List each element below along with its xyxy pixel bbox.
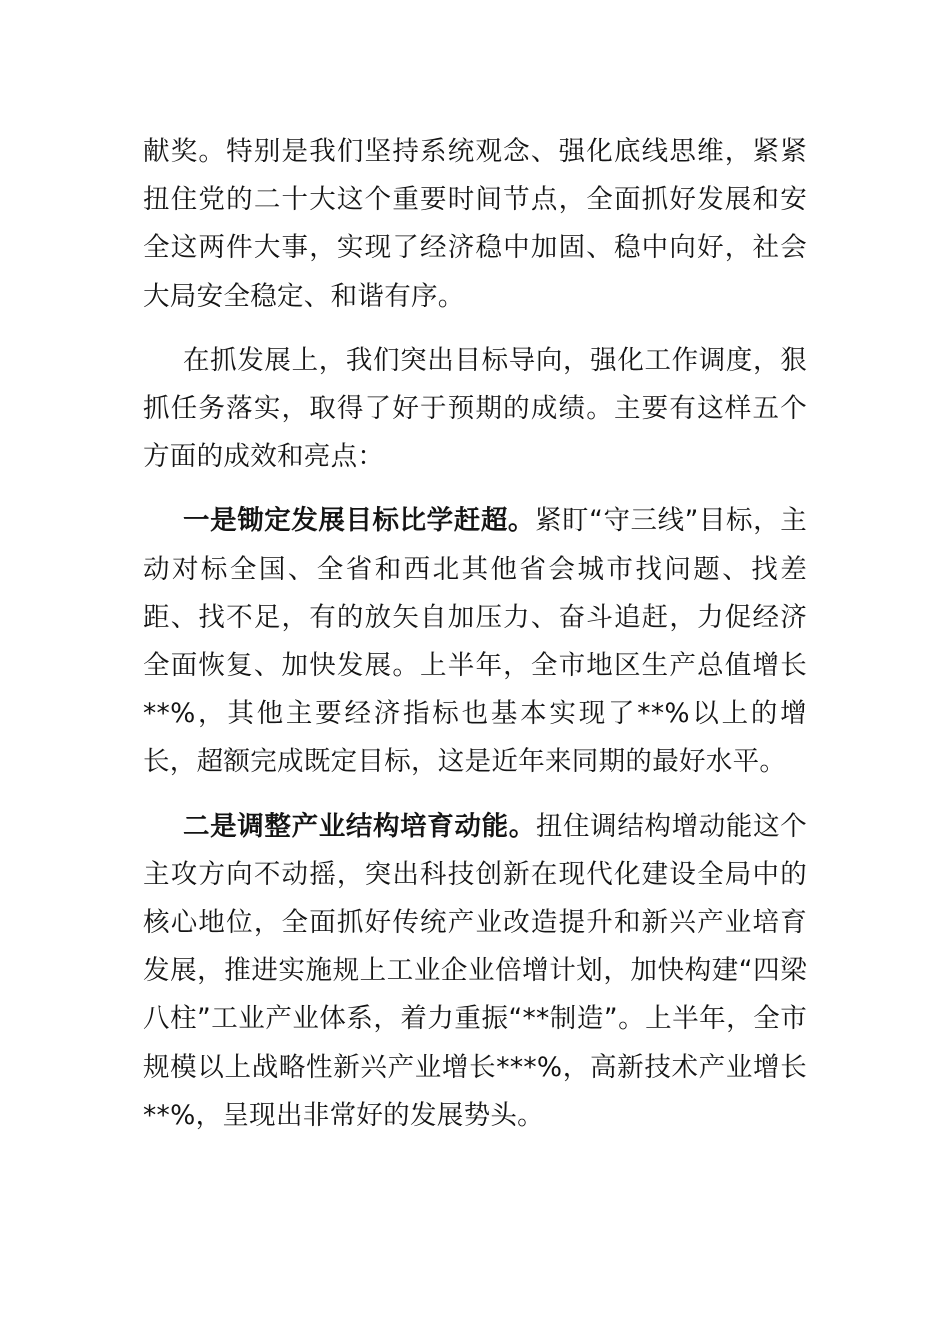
paragraph-2-text: 在抓发展上，我们突出目标导向，强化工作调度，狠抓任务落实，取得了好于预期的成绩。主要有这样五个方面的成效和亮点： (143, 344, 807, 473)
paragraph-4-heading: 二是调整产业结构培育动能。 (183, 810, 536, 842)
paragraph-4-text: 扭住调结构增动能这个主攻方向不动摇，突出科技创新在现代化建设全局中的核心地位，全面抓好传统产业改造提升和新兴产业培育发展，推进实施规上工业企业倍增计划，加快构建“四梁八柱”工业产业体系，着力重振“**制造”。上半年，全市规模以上战略性新兴产业增长***%，高新技术产业增长**%，呈现出非常好的发展势头。 (143, 810, 807, 1131)
document-body (143, 128, 807, 1156)
paragraph-1-text: 献奖。特别是我们坚持系统观念、强化底线思维，紧紧扭住党的二十大这个重要时间节点，全面抓好发展和安全这两件大事，实现了经济稳中加固、稳中向好，社会大局安全稳定、和谐有序。 (143, 136, 807, 312)
paragraph-3-text: 紧盯“守三线”目标，主动对标全国、全省和西北其他省会城市找问题、找差距、找不足，有的放矢自加压力、奋斗追赶，力促经济全面恢复、加快发展。上半年，全市地区生产总值增长**%，其他主要经济指标也基本实现了**%以上的增长，超额完成既定目标，这是近年来同期的最好水平。 (143, 505, 807, 778)
paragraph-2 (143, 337, 807, 482)
paragraph-4 (143, 803, 807, 1140)
paragraph-1 (143, 128, 807, 321)
paragraph-3 (143, 497, 807, 786)
paragraph-3-heading: 一是锄定发展目标比学赶超。 (183, 505, 535, 537)
